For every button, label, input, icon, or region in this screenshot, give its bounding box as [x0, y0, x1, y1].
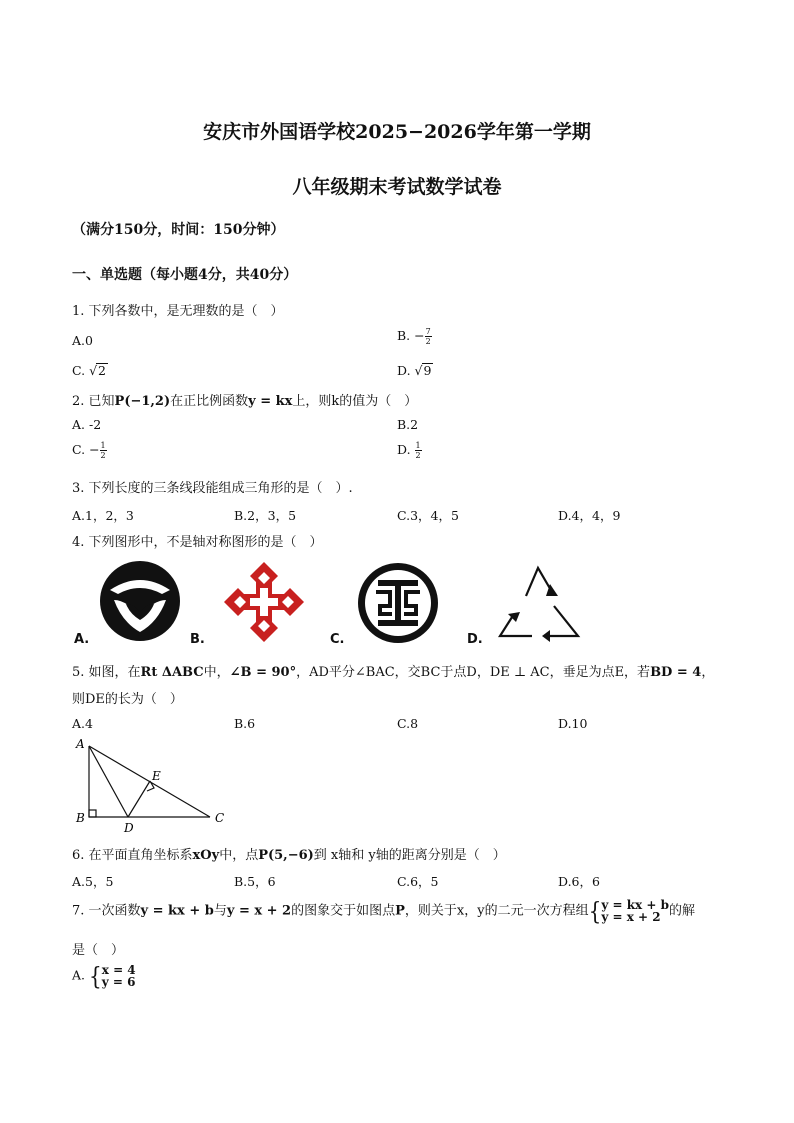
- q5-option-a: A.4: [72, 716, 93, 731]
- q1-option-d: D. √9: [397, 363, 432, 378]
- q2-option-b: B.2: [397, 417, 419, 432]
- q1-stem: 1. 下列各数中，是无理数的是（ ）: [72, 304, 284, 319]
- exam-title: 八年级期末考试数学试卷: [292, 176, 502, 198]
- q4-label-d: D.: [467, 632, 483, 647]
- q5-stem-line1: 5. 如图，在Rt ΔABC中，∠B = 90°，AD平分∠BAC，交BC于点D，DE ⊥ AC，垂足为点E，若BD = 4，: [72, 665, 715, 680]
- q7-stem-line2: 是（ ）: [72, 943, 125, 958]
- q7-option-a: A. {x = 4 y = 6: [72, 961, 136, 991]
- q4-figure-d-arrows: [492, 562, 586, 642]
- q4-stem: 4. 下列图形中，不是轴对称图形的是（ ）: [72, 535, 323, 550]
- q6-option-a: A.5，5: [72, 874, 114, 889]
- q5-triangle-diagram: [70, 736, 236, 836]
- q2-option-a: A. -2: [72, 417, 102, 432]
- q4-figure-c-emblem: [356, 562, 440, 644]
- q2-option-d: D. $\frac{1}{2}$: [397, 441, 421, 460]
- right-angle-b: [89, 810, 96, 817]
- q6-option-d: D.6，6: [558, 874, 600, 889]
- q2-stem: 2. 已知P(−1,2)在正比例函数y = kx上，则k的值为（ ）: [72, 394, 418, 409]
- label-c: C: [215, 811, 225, 825]
- q5-option-b: B.6: [234, 716, 256, 731]
- q6-stem: 6. 在平面直角坐标系xOy中，点P(5,−6)到 x轴和 y轴的距离分别是（ ）: [72, 848, 506, 863]
- q6-option-c: C.6，5: [397, 874, 439, 889]
- segment-de: [128, 781, 150, 817]
- q5-option-c: C.8: [397, 716, 419, 731]
- q3-stem: 3. 下列长度的三条线段能组成三角形的是（ ）.: [72, 481, 353, 496]
- q5-option-d: D.10: [558, 716, 588, 731]
- q4-label-b: B.: [190, 632, 205, 647]
- section-heading-single-choice: 一、单选题（每小题4分，共40分）: [72, 267, 298, 283]
- q3-option-c: C.3，4，5: [397, 508, 459, 523]
- q1-option-a: A.0: [72, 333, 93, 348]
- q2-option-c: C. − $\frac{1}{2}$: [72, 441, 106, 460]
- label-a: A: [76, 737, 85, 751]
- q4-figure-b-red-cross: [222, 560, 306, 644]
- label-b: B: [76, 811, 85, 825]
- q4-label-a: A.: [74, 632, 90, 647]
- label-d: D: [124, 821, 134, 835]
- q1-option-b: B. − $\frac{7}{2}$: [397, 327, 431, 346]
- q3-option-a: A.1，2，3: [72, 508, 134, 523]
- q5-stem-line2: 则DE的长为（ ）: [72, 692, 183, 707]
- q7-stem-line1: 7. 一次函数y = kx + b与y = x + 2的图象交于如图点P，则关于x，y的二元一次方程组{y = kx + b y = x + 2 的解: [72, 896, 695, 926]
- q1-option-c: C. √2: [72, 363, 106, 378]
- q4-label-c: C.: [330, 632, 345, 647]
- q6-option-b: B.5，6: [234, 874, 276, 889]
- school-title: 安庆市外国语学校2025−2026学年第一学期: [203, 121, 591, 143]
- exam-info: （满分150分，时间：150分钟）: [72, 222, 285, 238]
- label-e: E: [152, 769, 161, 783]
- q3-option-b: B.2，3，5: [234, 508, 297, 523]
- q4-figure-a-emblem: [96, 560, 184, 642]
- q3-option-d: D.4，4，9: [558, 508, 621, 523]
- segment-ad: [89, 746, 128, 817]
